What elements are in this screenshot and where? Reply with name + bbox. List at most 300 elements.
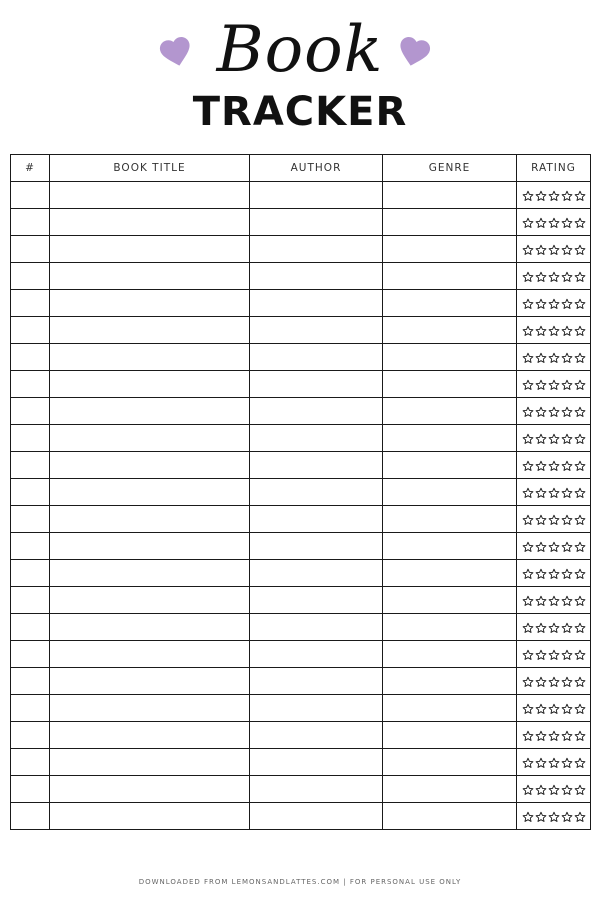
star-outline-icon[interactable]	[522, 244, 534, 256]
author-cell[interactable]	[250, 290, 383, 317]
genre-cell[interactable]	[383, 749, 517, 776]
star-outline-icon[interactable]	[535, 406, 547, 418]
star-outline-icon[interactable]	[561, 730, 573, 742]
star-outline-icon[interactable]	[561, 460, 573, 472]
number-cell[interactable]	[11, 506, 50, 533]
number-cell[interactable]	[11, 614, 50, 641]
book-title-cell[interactable]	[50, 803, 250, 830]
genre-cell[interactable]	[383, 182, 517, 209]
star-outline-icon[interactable]	[522, 514, 534, 526]
star-outline-icon[interactable]	[561, 676, 573, 688]
genre-cell[interactable]	[383, 695, 517, 722]
star-outline-icon[interactable]	[548, 676, 560, 688]
star-outline-icon[interactable]	[574, 595, 586, 607]
star-outline-shape	[549, 704, 559, 713]
star-outline-icon[interactable]	[535, 514, 547, 526]
star-outline-icon[interactable]	[548, 298, 560, 310]
genre-cell[interactable]	[383, 722, 517, 749]
table-row	[11, 344, 591, 371]
number-cell[interactable]	[11, 533, 50, 560]
star-outline-icon[interactable]	[535, 487, 547, 499]
number-cell[interactable]	[11, 641, 50, 668]
star-outline-icon[interactable]	[522, 433, 534, 445]
star-outline-shape	[523, 812, 533, 821]
star-outline-shape	[549, 677, 559, 686]
table-row	[11, 452, 591, 479]
star-outline-icon[interactable]	[522, 730, 534, 742]
star-outline-icon[interactable]	[561, 244, 573, 256]
number-cell[interactable]	[11, 236, 50, 263]
number-cell[interactable]	[11, 209, 50, 236]
star-outline-shape	[549, 461, 559, 470]
author-cell[interactable]	[250, 668, 383, 695]
star-outline-icon[interactable]	[522, 379, 534, 391]
star-outline-shape	[562, 245, 572, 254]
star-outline-icon[interactable]	[561, 190, 573, 202]
star-outline-icon[interactable]	[548, 379, 560, 391]
number-cell[interactable]	[11, 587, 50, 614]
star-outline-icon[interactable]	[535, 433, 547, 445]
star-outline-icon[interactable]	[574, 676, 586, 688]
star-outline-icon[interactable]	[574, 352, 586, 364]
star-outline-shape	[523, 515, 533, 524]
table-row	[11, 533, 591, 560]
book-title-cell[interactable]	[50, 452, 250, 479]
star-outline-icon[interactable]	[574, 757, 586, 769]
star-outline-icon[interactable]	[548, 784, 560, 796]
number-cell[interactable]	[11, 479, 50, 506]
star-outline-shape	[575, 812, 585, 821]
book-title-cell[interactable]	[50, 371, 250, 398]
star-outline-shape	[562, 218, 572, 227]
star-outline-icon[interactable]	[561, 352, 573, 364]
star-outline-icon[interactable]	[574, 703, 586, 715]
star-outline-shape	[536, 677, 546, 686]
star-outline-icon[interactable]	[574, 568, 586, 580]
star-outline-icon[interactable]	[522, 568, 534, 580]
star-outline-icon[interactable]	[561, 541, 573, 553]
author-cell[interactable]	[250, 479, 383, 506]
number-cell[interactable]	[11, 263, 50, 290]
number-cell[interactable]	[11, 290, 50, 317]
star-outline-icon[interactable]	[522, 190, 534, 202]
star-outline-icon[interactable]	[522, 271, 534, 283]
rating-cell	[517, 344, 591, 371]
author-cell[interactable]	[250, 641, 383, 668]
author-cell[interactable]	[250, 695, 383, 722]
genre-cell[interactable]	[383, 236, 517, 263]
book-title-cell[interactable]	[50, 182, 250, 209]
star-outline-shape	[523, 650, 533, 659]
star-outline-icon[interactable]	[522, 487, 534, 499]
book-title-cell[interactable]	[50, 344, 250, 371]
number-cell[interactable]	[11, 722, 50, 749]
star-outline-shape	[549, 515, 559, 524]
star-outline-shape	[575, 191, 585, 200]
book-title-cell[interactable]	[50, 236, 250, 263]
star-outline-icon[interactable]	[561, 784, 573, 796]
star-outline-shape	[549, 731, 559, 740]
star-outline-shape	[523, 461, 533, 470]
star-outline-icon[interactable]	[548, 487, 560, 499]
star-outline-icon[interactable]	[535, 568, 547, 580]
star-outline-icon[interactable]	[574, 433, 586, 445]
star-outline-icon[interactable]	[535, 460, 547, 472]
star-outline-shape	[562, 326, 572, 335]
rating-cell	[517, 209, 591, 236]
author-cell[interactable]	[250, 722, 383, 749]
star-outline-icon[interactable]	[548, 244, 560, 256]
author-cell[interactable]	[250, 587, 383, 614]
star-outline-icon[interactable]	[535, 622, 547, 634]
genre-cell[interactable]	[383, 209, 517, 236]
star-outline-icon[interactable]	[522, 352, 534, 364]
table-row	[11, 668, 591, 695]
star-outline-icon[interactable]	[548, 352, 560, 364]
author-cell[interactable]	[250, 803, 383, 830]
star-outline-icon[interactable]	[574, 784, 586, 796]
star-outline-icon[interactable]	[548, 217, 560, 229]
star-outline-icon[interactable]	[522, 811, 534, 823]
star-outline-shape	[575, 461, 585, 470]
book-title-cell[interactable]	[50, 317, 250, 344]
number-cell[interactable]	[11, 425, 50, 452]
star-rating	[522, 811, 586, 823]
star-outline-icon[interactable]	[561, 595, 573, 607]
star-outline-icon[interactable]	[535, 676, 547, 688]
rating-cell	[517, 668, 591, 695]
star-outline-icon[interactable]	[535, 730, 547, 742]
star-outline-icon[interactable]	[574, 217, 586, 229]
genre-cell[interactable]	[383, 452, 517, 479]
author-cell[interactable]	[250, 533, 383, 560]
star-rating	[522, 433, 586, 445]
star-outline-icon[interactable]	[535, 352, 547, 364]
column-header-rating: RATING	[517, 155, 591, 182]
book-title-cell[interactable]	[50, 587, 250, 614]
star-rating	[522, 190, 586, 202]
star-outline-icon[interactable]	[522, 298, 534, 310]
star-outline-icon[interactable]	[561, 514, 573, 526]
star-outline-icon[interactable]	[535, 244, 547, 256]
book-title-cell[interactable]	[50, 533, 250, 560]
book-title-cell[interactable]	[50, 668, 250, 695]
book-title-cell[interactable]	[50, 290, 250, 317]
number-cell[interactable]	[11, 749, 50, 776]
star-outline-shape	[536, 542, 546, 551]
star-outline-icon[interactable]	[561, 379, 573, 391]
star-outline-icon[interactable]	[574, 622, 586, 634]
star-outline-icon[interactable]	[561, 325, 573, 337]
author-cell[interactable]	[250, 317, 383, 344]
star-outline-icon[interactable]	[522, 541, 534, 553]
star-outline-shape	[575, 650, 585, 659]
author-cell[interactable]	[250, 776, 383, 803]
rating-cell	[517, 506, 591, 533]
author-cell[interactable]	[250, 344, 383, 371]
star-outline-icon[interactable]	[522, 460, 534, 472]
rating-cell	[517, 533, 591, 560]
column-header-genre: GENRE	[383, 155, 517, 182]
rating-cell	[517, 749, 591, 776]
star-outline-icon[interactable]	[561, 217, 573, 229]
star-outline-shape	[562, 623, 572, 632]
star-outline-icon[interactable]	[548, 325, 560, 337]
star-outline-shape	[523, 785, 533, 794]
star-outline-shape	[549, 380, 559, 389]
book-title-cell[interactable]	[50, 641, 250, 668]
author-cell[interactable]	[250, 560, 383, 587]
star-outline-icon[interactable]	[574, 406, 586, 418]
star-outline-icon[interactable]	[561, 703, 573, 715]
star-outline-icon[interactable]	[522, 649, 534, 661]
author-cell[interactable]	[250, 263, 383, 290]
genre-cell[interactable]	[383, 587, 517, 614]
star-outline-icon[interactable]	[522, 406, 534, 418]
star-outline-shape	[549, 299, 559, 308]
book-title-cell[interactable]	[50, 263, 250, 290]
star-outline-icon[interactable]	[522, 595, 534, 607]
star-outline-shape	[523, 677, 533, 686]
star-outline-shape	[536, 272, 546, 281]
star-outline-shape	[562, 731, 572, 740]
genre-cell[interactable]	[383, 263, 517, 290]
star-outline-icon[interactable]	[574, 541, 586, 553]
number-cell[interactable]	[11, 317, 50, 344]
number-cell[interactable]	[11, 371, 50, 398]
book-title-cell[interactable]	[50, 479, 250, 506]
star-outline-icon[interactable]	[535, 190, 547, 202]
star-outline-icon[interactable]	[535, 595, 547, 607]
star-outline-icon[interactable]	[561, 271, 573, 283]
star-outline-icon[interactable]	[548, 406, 560, 418]
star-outline-icon[interactable]	[548, 703, 560, 715]
star-outline-icon[interactable]	[535, 325, 547, 337]
star-outline-shape	[549, 218, 559, 227]
star-outline-shape	[562, 650, 572, 659]
star-outline-shape	[536, 812, 546, 821]
genre-cell[interactable]	[383, 533, 517, 560]
star-outline-shape	[536, 488, 546, 497]
star-outline-shape	[523, 245, 533, 254]
star-outline-shape	[562, 380, 572, 389]
star-outline-icon[interactable]	[548, 649, 560, 661]
table-header-row	[11, 155, 591, 182]
author-cell[interactable]	[250, 425, 383, 452]
author-cell[interactable]	[250, 452, 383, 479]
rating-cell	[517, 236, 591, 263]
star-outline-icon[interactable]	[548, 757, 560, 769]
book-title-cell[interactable]	[50, 614, 250, 641]
star-outline-icon[interactable]	[574, 649, 586, 661]
number-cell[interactable]	[11, 182, 50, 209]
star-outline-icon[interactable]	[548, 541, 560, 553]
star-outline-shape	[575, 488, 585, 497]
star-outline-icon[interactable]	[561, 568, 573, 580]
genre-cell[interactable]	[383, 344, 517, 371]
genre-cell[interactable]	[383, 560, 517, 587]
footer-note: DOWNLOADED FROM LEMONSANDLATTES.COM | FOR PERSONAL USE ONLY	[138, 878, 462, 886]
star-outline-icon[interactable]	[535, 811, 547, 823]
star-outline-icon[interactable]	[561, 406, 573, 418]
star-outline-icon[interactable]	[548, 271, 560, 283]
number-cell[interactable]	[11, 668, 50, 695]
star-outline-icon[interactable]	[574, 244, 586, 256]
star-outline-shape	[523, 299, 533, 308]
star-outline-shape	[562, 434, 572, 443]
book-title-cell[interactable]	[50, 695, 250, 722]
star-outline-icon[interactable]	[548, 460, 560, 472]
book-title-cell[interactable]	[50, 722, 250, 749]
star-outline-shape	[549, 758, 559, 767]
star-outline-shape	[536, 623, 546, 632]
author-cell[interactable]	[250, 182, 383, 209]
genre-cell[interactable]	[383, 317, 517, 344]
star-outline-shape	[549, 407, 559, 416]
book-title-cell[interactable]	[50, 506, 250, 533]
star-outline-icon[interactable]	[535, 271, 547, 283]
star-outline-icon[interactable]	[535, 649, 547, 661]
genre-cell[interactable]	[383, 290, 517, 317]
star-outline-icon[interactable]	[574, 190, 586, 202]
author-cell[interactable]	[250, 398, 383, 425]
star-outline-icon[interactable]	[548, 433, 560, 445]
genre-cell[interactable]	[383, 668, 517, 695]
star-outline-icon[interactable]	[561, 487, 573, 499]
star-outline-icon[interactable]	[548, 514, 560, 526]
genre-cell[interactable]	[383, 479, 517, 506]
genre-cell[interactable]	[383, 425, 517, 452]
star-outline-icon[interactable]	[574, 811, 586, 823]
star-outline-shape	[536, 380, 546, 389]
star-outline-icon[interactable]	[522, 676, 534, 688]
star-outline-shape	[536, 785, 546, 794]
star-rating	[522, 487, 586, 499]
star-outline-icon[interactable]	[522, 784, 534, 796]
table-row	[11, 614, 591, 641]
star-outline-icon[interactable]	[548, 622, 560, 634]
star-rating	[522, 406, 586, 418]
genre-cell[interactable]	[383, 614, 517, 641]
star-outline-icon[interactable]	[535, 541, 547, 553]
star-rating	[522, 730, 586, 742]
genre-cell[interactable]	[383, 776, 517, 803]
genre-cell[interactable]	[383, 506, 517, 533]
star-outline-shape	[549, 326, 559, 335]
star-outline-icon[interactable]	[574, 514, 586, 526]
book-title-cell[interactable]	[50, 776, 250, 803]
number-cell[interactable]	[11, 398, 50, 425]
star-outline-icon[interactable]	[561, 649, 573, 661]
star-outline-icon[interactable]	[574, 460, 586, 472]
number-cell[interactable]	[11, 695, 50, 722]
number-cell[interactable]	[11, 776, 50, 803]
book-title-cell[interactable]	[50, 398, 250, 425]
star-outline-icon[interactable]	[522, 757, 534, 769]
star-outline-icon[interactable]	[561, 757, 573, 769]
star-outline-icon[interactable]	[522, 703, 534, 715]
star-outline-icon[interactable]	[522, 325, 534, 337]
star-outline-icon[interactable]	[561, 298, 573, 310]
star-outline-shape	[536, 758, 546, 767]
star-outline-icon[interactable]	[548, 190, 560, 202]
star-outline-shape	[536, 245, 546, 254]
star-rating	[522, 352, 586, 364]
number-cell[interactable]	[11, 452, 50, 479]
number-cell[interactable]	[11, 344, 50, 371]
star-outline-icon[interactable]	[535, 379, 547, 391]
star-outline-icon[interactable]	[561, 811, 573, 823]
star-rating	[522, 703, 586, 715]
star-outline-shape	[536, 353, 546, 362]
star-outline-icon[interactable]	[574, 325, 586, 337]
star-outline-shape	[549, 785, 559, 794]
author-cell[interactable]	[250, 506, 383, 533]
star-outline-icon[interactable]	[561, 622, 573, 634]
book-title-cell[interactable]	[50, 425, 250, 452]
star-outline-shape	[575, 326, 585, 335]
star-outline-icon[interactable]	[574, 298, 586, 310]
star-outline-icon[interactable]	[574, 271, 586, 283]
table-row	[11, 209, 591, 236]
star-outline-icon[interactable]	[574, 487, 586, 499]
genre-cell[interactable]	[383, 398, 517, 425]
author-cell[interactable]	[250, 749, 383, 776]
star-outline-icon[interactable]	[548, 595, 560, 607]
star-outline-icon[interactable]	[535, 703, 547, 715]
table-row	[11, 722, 591, 749]
star-outline-shape	[523, 623, 533, 632]
star-outline-shape	[575, 299, 585, 308]
book-title-cell[interactable]	[50, 749, 250, 776]
star-outline-icon[interactable]	[522, 622, 534, 634]
book-title-cell[interactable]	[50, 209, 250, 236]
star-outline-icon[interactable]	[548, 568, 560, 580]
number-cell[interactable]	[11, 803, 50, 830]
number-cell[interactable]	[11, 560, 50, 587]
genre-cell[interactable]	[383, 371, 517, 398]
star-outline-shape	[549, 569, 559, 578]
rating-cell	[517, 641, 591, 668]
table-row	[11, 560, 591, 587]
author-cell[interactable]	[250, 371, 383, 398]
star-outline-shape	[549, 272, 559, 281]
author-cell[interactable]	[250, 236, 383, 263]
author-cell[interactable]	[250, 614, 383, 641]
star-outline-icon[interactable]	[548, 811, 560, 823]
star-outline-icon[interactable]	[522, 217, 534, 229]
table-row	[11, 182, 591, 209]
star-outline-icon[interactable]	[548, 730, 560, 742]
star-outline-icon[interactable]	[574, 379, 586, 391]
star-rating	[522, 757, 586, 769]
star-outline-icon[interactable]	[535, 217, 547, 229]
rating-cell	[517, 263, 591, 290]
star-outline-icon[interactable]	[561, 433, 573, 445]
star-outline-shape	[562, 569, 572, 578]
author-cell[interactable]	[250, 209, 383, 236]
genre-cell[interactable]	[383, 641, 517, 668]
star-outline-shape	[536, 569, 546, 578]
star-outline-icon[interactable]	[535, 757, 547, 769]
star-outline-icon[interactable]	[574, 730, 586, 742]
star-outline-icon[interactable]	[535, 298, 547, 310]
table-row	[11, 587, 591, 614]
book-title-cell[interactable]	[50, 560, 250, 587]
star-outline-icon[interactable]	[535, 784, 547, 796]
star-rating	[522, 595, 586, 607]
genre-cell[interactable]	[383, 803, 517, 830]
